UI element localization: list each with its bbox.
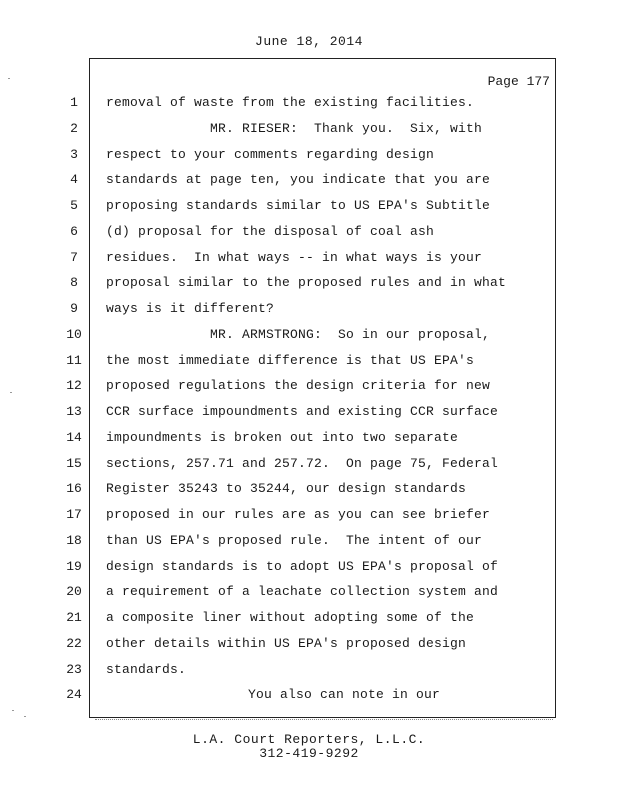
transcript-line-text: removal of waste from the existing facilities. <box>106 95 475 110</box>
transcript-line-text: a composite liner without adopting some of the <box>106 610 475 625</box>
header-date: June 18, 2014 <box>255 34 363 49</box>
line-number: 14 <box>66 430 82 445</box>
transcript-line-text: proposal similar to the proposed rules and in what <box>106 275 507 290</box>
line-number: 13 <box>66 404 82 419</box>
transcript-line-text: than US EPA's proposed rule. The intent of our <box>106 533 483 548</box>
transcript-line-text: proposed in our rules are as you can see briefer <box>106 507 491 522</box>
transcript-line-text: MR. RIESER: Thank you. Six, with <box>210 121 483 136</box>
scan-speck <box>24 716 26 717</box>
transcript-line-text: MR. ARMSTRONG: So in our proposal, <box>210 327 491 342</box>
scan-speck <box>8 78 10 79</box>
transcript-line-text: the most immediate difference is that US EPA's <box>106 353 475 368</box>
line-number: 9 <box>70 301 78 316</box>
transcript-line-text: CCR surface impoundments and existing CCR surface <box>106 404 499 419</box>
transcript-line-text: a requirement of a leachate collection system and <box>106 584 499 599</box>
line-number: 12 <box>66 378 82 393</box>
footer-company: L.A. Court Reporters, L.L.C. <box>192 732 426 747</box>
line-number: 19 <box>66 559 82 574</box>
transcript-line-text: proposed regulations the design criteria for new <box>106 378 491 393</box>
line-number: 7 <box>70 250 78 265</box>
transcript-line-text: (d) proposal for the disposal of coal ash <box>106 224 435 239</box>
line-number: 1 <box>70 95 78 110</box>
transcript-line-text: proposing standards similar to US EPA's Subtitle <box>106 198 491 213</box>
transcript-line-text: Register 35243 to 35244, our design standards <box>106 481 467 496</box>
transcript-line-text: residues. In what ways -- in what ways is your <box>106 250 483 265</box>
transcript-line-text: standards. <box>106 662 187 677</box>
transcript-line-text: ways is it different? <box>106 301 275 316</box>
scan-speck <box>12 710 14 711</box>
line-number: 6 <box>70 224 78 239</box>
line-number: 22 <box>66 636 82 651</box>
line-number: 23 <box>66 662 82 677</box>
line-number: 4 <box>70 172 78 187</box>
line-number: 11 <box>66 353 82 368</box>
transcript-line-text: impoundments is broken out into two separate <box>106 430 459 445</box>
line-number: 20 <box>66 584 82 599</box>
transcript-line-text: respect to your comments regarding design <box>106 147 435 162</box>
line-number: 5 <box>70 198 78 213</box>
transcript-line-text: You also can note in our <box>248 687 441 702</box>
transcript-line-text: other details within US EPA's proposed design <box>106 636 467 651</box>
line-number: 15 <box>66 456 82 471</box>
line-number: 10 <box>66 327 82 342</box>
transcript-line-text: design standards is to adopt US EPA's proposal of <box>106 559 499 574</box>
line-number: 18 <box>66 533 82 548</box>
footer-phone: 312-419-9292 <box>259 746 359 761</box>
line-number: 16 <box>66 481 82 496</box>
line-number: 17 <box>66 507 82 522</box>
transcript-line-text: standards at page ten, you indicate that you are <box>106 172 491 187</box>
scan-speck <box>10 392 12 393</box>
line-number: 8 <box>70 275 78 290</box>
line-number: 3 <box>70 147 78 162</box>
frame-bottom-edge <box>95 716 553 720</box>
line-number: 21 <box>66 610 82 625</box>
line-number: 24 <box>66 687 82 702</box>
page-number: Page 177 <box>487 74 550 89</box>
line-number: 2 <box>70 121 78 136</box>
transcript-line-text: sections, 257.71 and 257.72. On page 75, Federal <box>106 456 499 471</box>
